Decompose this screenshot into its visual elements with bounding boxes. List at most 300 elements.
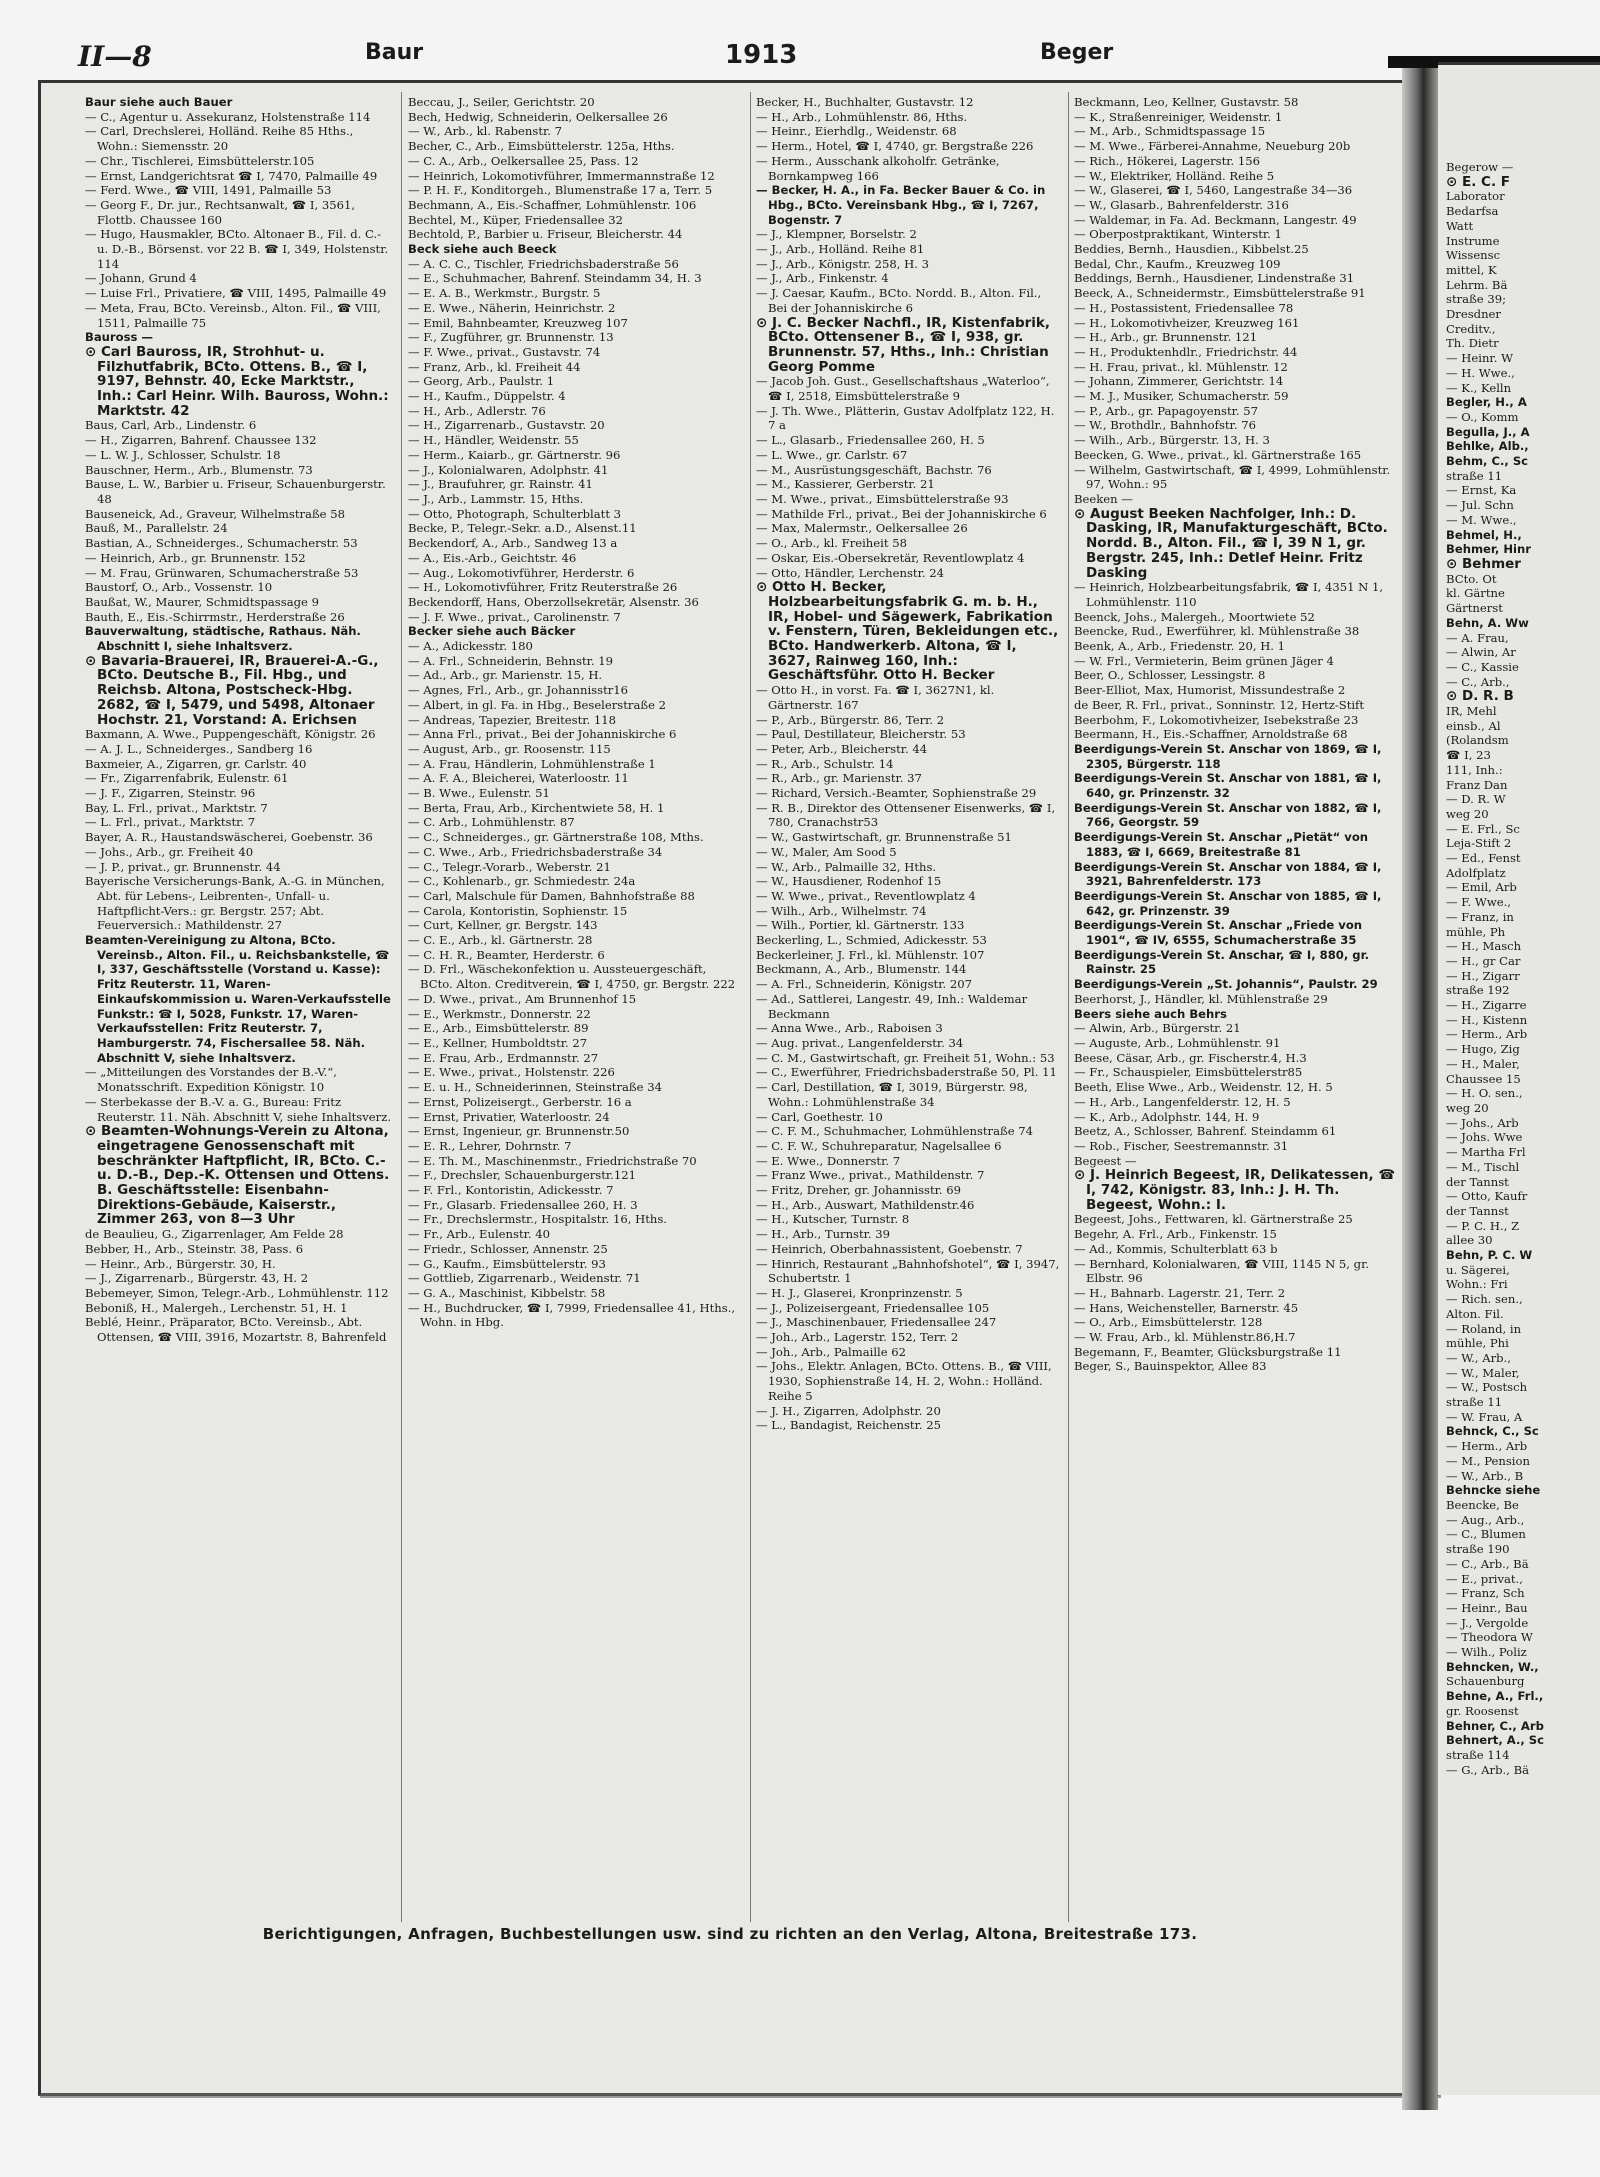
directory-entry: Bauth, E., Eis.-Schirrmstr., Herderstraße 26	[85, 609, 345, 624]
directory-entry: — H., Händler, Weidenstr. 55	[408, 433, 579, 448]
directory-entry: — W. Frl., Vermieterin, Beim grünen Jäger 4	[1074, 653, 1334, 668]
directory-entry: — W. Wwe., privat., Reventlowplatz 4	[756, 888, 976, 903]
directory-entry: ⊙ Carl Bauross, IR, Strohhut- u. Filzhutfabrik, BCto. Ottens. B., ☎ I, 9197, Behnstr. 40, Ecke Marktstr., Inh.: Carl Heinr. Wilh. Bauross, Wohn.: Marktstr. 42	[85, 343, 389, 419]
directory-entry: — H., Arb., Langenfelderstr. 12, H. 5	[1074, 1094, 1291, 1109]
directory-entry: — W., Elektriker, Holländ. Reihe 5	[1074, 168, 1275, 183]
directory-entry: Baxmeier, A., Zigarren, gr. Carlstr. 40	[85, 756, 307, 771]
directory-entry: Begeest, Johs., Fettwaren, kl. Gärtnerstraße 25	[1074, 1212, 1353, 1227]
directory-entry: weg 20	[1446, 1101, 1489, 1115]
directory-entry: Bauross —	[85, 330, 154, 345]
directory-entry: — Heinr. W	[1446, 351, 1513, 366]
directory-entry: — Carl, Malschule für Damen, Bahnhofstraße 88	[408, 888, 695, 903]
directory-entry: ⊙ J. Heinrich Begeest, IR, Delikatessen, ☎ I, 742, Königstr. 83, Inh.: J. H. Th. Begeest, Wohn.: I.	[1074, 1167, 1396, 1213]
directory-entry: — Emil, Bahnbeamter, Kreuzweg 107	[408, 315, 628, 330]
directory-entry: — J., Zigarrenarb., Bürgerstr. 43, H. 2	[85, 1271, 309, 1286]
directory-entry: mittel, K	[1446, 262, 1497, 277]
directory-entry: — H., Lokomotivheizer, Kreuzweg 161	[1074, 315, 1300, 330]
directory-entry: — „Mitteilungen des Vorstandes der B.-V.“, Monatsschrift. Expedition Königstr. 10	[85, 1065, 337, 1095]
directory-entry: Instrume	[1446, 233, 1500, 248]
directory-entry: — P. H. F., Konditorgeh., Blumenstraße 17 a, Terr. 5	[408, 183, 713, 198]
directory-entry: — W., Brothdlr., Bahnhofstr. 76	[1074, 418, 1256, 433]
directory-entry: — Heinrich, Holzbearbeitungsfabrik, ☎ I, 4351 N 1, Lohmühlenstr. 110	[1074, 580, 1384, 609]
directory-entry: Becker, H., Buchhalter, Gustavstr. 12	[756, 95, 974, 109]
directory-entry: Adolfplatz	[1446, 865, 1506, 880]
directory-entry: Behncken, W.,	[1446, 1659, 1539, 1674]
directory-entry: de Beer, R. Frl., privat., Sonninstr. 12, Hertz-Stift	[1074, 697, 1365, 712]
directory-entry: — A., Eis.-Arb., Geichtstr. 46	[408, 550, 577, 565]
directory-entry: — J., Kolonialwaren, Adolphstr. 41	[408, 462, 609, 477]
directory-entry: Bay, L. Frl., privat., Marktstr. 7	[85, 800, 268, 815]
directory-entry: Beeken —	[1074, 491, 1133, 506]
directory-entry: — J. F. Wwe., privat., Carolinenstr. 7	[408, 609, 621, 624]
directory-entry: — Chr., Tischlerei, Eimsbüttelerstr.105	[85, 153, 315, 168]
directory-entry: Beenk, A., Arb., Friedenstr. 20, H. 1	[1074, 639, 1286, 654]
directory-entry: — Mathilde Frl., privat., Bei der Johanniskirche 6	[756, 506, 1047, 521]
directory-entry: straße 39;	[1446, 292, 1507, 307]
directory-entry: — W., Glasarb., Bahrenfelderstr. 316	[1074, 197, 1289, 212]
directory-entry: Beerdigungs-Verein „St. Johannis“, Paulstr. 29	[1074, 977, 1378, 992]
directory-entry: — L., Bandagist, Reichenstr. 25	[756, 1418, 941, 1433]
directory-entry: Behner, C., Arb	[1446, 1718, 1544, 1733]
directory-entry: — Agnes, Frl., Arb., gr. Johannisstr16	[408, 683, 629, 698]
directory-entry: straße 11	[1446, 468, 1503, 483]
directory-entry: — Hinrich, Restaurant „Bahnhofshotel“, ☎ I, 3947, Schubertstr. 1	[756, 1256, 1060, 1286]
directory-entry: — Gottlieb, Zigarrenarb., Weidenstr. 71	[408, 1271, 641, 1286]
directory-entry: — C., Telegr.-Vorarb., Weberstr. 21	[408, 859, 611, 874]
directory-entry: — H., Produktenhdlr., Friedrichstr. 44	[1074, 344, 1298, 359]
directory-entry: — J., Vergolde	[1446, 1615, 1529, 1630]
directory-entry: Beermann, H., Eis.-Schaffner, Arnoldstraße 68	[1074, 727, 1348, 742]
directory-entry: Beerdigungs-Verein St. Anschar von 1869, ☎ I, 2305, Bürgerstr. 118	[1074, 741, 1382, 771]
directory-entry: — J., Arb., Finkenstr. 4	[756, 271, 889, 286]
directory-entry: — Carl, Goethestr. 10	[756, 1109, 883, 1124]
directory-entry: — M. Wwe., Färberei-Annahme, Neueburg 20b	[1074, 139, 1351, 154]
directory-entry: — L. Frl., privat., Marktstr. 7	[85, 815, 256, 830]
directory-entry: — Fr., Arb., Eulenstr. 40	[408, 1227, 551, 1242]
directory-entry: — E. R., Lehrer, Dohrnstr. 7	[408, 1138, 572, 1153]
directory-entry: — J. Caesar, Kaufm., BCto. Nordd. B., Alton. Fil., Bei der Johanniskirche 6	[756, 286, 1042, 315]
directory-entry: Beencke, Rud., Ewerführer, kl. Mühlenstraße 38	[1074, 624, 1360, 639]
directory-entry: ⊙ J. C. Becker Nachfl., IR, Kistenfabrik, BCto. Ottensener B., ☎ I, 938, gr. Brunnenstr. 57, Hths., Inh.: Christian Georg Pomme	[756, 314, 1051, 375]
directory-entry: — C., Blumen	[1446, 1527, 1526, 1542]
directory-entry: Behnck, C., Sc	[1446, 1424, 1539, 1439]
directory-entry: — Waldemar, in Fa. Ad. Beckmann, Langestr. 49	[1074, 212, 1357, 227]
directory-entry: — Peter, Arb., Bleicherstr. 44	[756, 741, 928, 756]
directory-entry: — Johs., Elektr. Anlagen, BCto. Ottens. B., ☎ VIII, 1930, Sophienstraße 14, H. 2, Wohn.: Holländ. Reihe 5	[756, 1359, 1052, 1403]
directory-entry: Bause, L. W., Barbier u. Friseur, Schauenburgerstr. 48	[85, 477, 386, 506]
directory-entry: — Joh., Arb., Lagerstr. 152, Terr. 2	[756, 1330, 959, 1345]
directory-entry: — O., Arb., kl. Freiheit 58	[756, 536, 907, 551]
directory-entry: — P., Arb., Bürgerstr. 86, Terr. 2	[756, 712, 945, 727]
directory-entry: — E. Th. M., Maschinenmstr., Friedrichstraße 70	[408, 1153, 697, 1168]
directory-entry: Behmer, Hinr	[1446, 542, 1531, 557]
directory-entry: straße 192	[1446, 983, 1510, 998]
directory-entry: — Johs. Wwe	[1446, 1130, 1523, 1145]
directory-entry: Bebemeyer, Simon, Telegr.-Arb., Lohmühlenstr. 112	[85, 1285, 389, 1300]
directory-entry: — E., Schuhmacher, Bahrenf. Steindamm 34, H. 3	[408, 271, 702, 286]
directory-entry: ⊙ August Beeken Nachfolger, Inh.: D. Dasking, IR, Manufakturgeschäft, BCto. Nordd. B., Alton. Fil., ☎ I, 39 N 1, gr. Bergstr. 245, Inh.: Detlef Heinr. Fritz Dasking	[1074, 505, 1388, 581]
directory-entry: Bechtold, P., Barbier u. Friseur, Bleicherstr. 44	[408, 227, 683, 242]
directory-entry: — C. Arb., Lohmühlenstr. 87	[408, 815, 575, 830]
directory-entry: Begulla, J., A	[1446, 424, 1530, 439]
directory-entry: — August, Arb., gr. Roosenstr. 115	[408, 741, 611, 756]
directory-entry: de Beaulieu, G., Zigarrenlager, Am Felde 28	[85, 1227, 344, 1242]
directory-entry: — H. J., Glaserei, Kronprinzenstr. 5	[756, 1285, 963, 1300]
directory-entry: Baxmann, A. Wwe., Puppengeschäft, Königstr. 26	[85, 727, 376, 742]
directory-entry: — Johann, Zimmerer, Gerichtstr. 14	[1074, 374, 1284, 389]
directory-entry: — C. A., Arb., Oelkersallee 25, Pass. 12	[408, 153, 639, 168]
directory-entry: — W., Maler,	[1446, 1365, 1520, 1380]
directory-entry: einsb., Al	[1446, 718, 1501, 733]
directory-entry: — A., Adickesstr. 180	[408, 639, 533, 654]
directory-entry: — Johann, Grund 4	[85, 271, 197, 286]
directory-entry: ⊙ D. R. B	[1446, 688, 1514, 705]
directory-entry: allee 30	[1446, 1233, 1493, 1248]
directory-entry: Beerdigungs-Verein St. Anschar von 1882, ☎ I, 766, Georgstr. 59	[1074, 800, 1382, 830]
directory-entry: — Franz, in	[1446, 909, 1514, 924]
directory-column-2	[408, 95, 742, 1330]
directory-entry: Bedarfsa	[1446, 204, 1499, 219]
directory-entry: straße 11	[1446, 1395, 1503, 1410]
page-number: II—8	[78, 40, 152, 73]
directory-entry: — M. Frau, Grünwaren, Schumacherstraße 53	[85, 565, 359, 580]
directory-entry: Behn, A. Ww	[1446, 615, 1529, 630]
directory-entry: — W., Glaserei, ☎ I, 5460, Langestraße 34—36	[1074, 183, 1353, 198]
directory-entry: Beddies, Bernh., Hausdien., Kibbelst.25	[1074, 242, 1309, 257]
directory-entry: — Otto, Photograph, Schulterblatt 3	[408, 506, 622, 521]
directory-entry: — H., Lokomotivführer, Fritz Reuterstraße 26	[408, 580, 678, 595]
directory-entry: — W., Arb., Palmaille 32, Hths.	[756, 859, 937, 874]
directory-entry: Creditv.,	[1446, 321, 1496, 336]
directory-entry: Beccau, J., Seiler, Gerichtstr. 20	[408, 95, 595, 109]
directory-entry: (Rolandsm	[1446, 733, 1509, 748]
directory-entry: Beenck, Johs., Malergeh., Moortwiete 52	[1074, 609, 1315, 624]
directory-entry: — Meta, Frau, BCto. Vereinsb., Alton. Fil., ☎ VIII, 1511, Palmaille 75	[85, 300, 381, 330]
directory-entry: — Carola, Kontoristin, Sophienstr. 15	[408, 903, 628, 918]
directory-entry: — A. C. C., Tischler, Friedrichsbaderstraße 56	[408, 256, 679, 271]
directory-entry: — Wilh., Portier, kl. Gärtnerstr. 133	[756, 918, 965, 933]
directory-entry: Baußat, W., Maurer, Schmidtspassage 9	[85, 594, 319, 609]
directory-entry: — K., Kelln	[1446, 380, 1512, 395]
directory-entry: — H., Masch	[1446, 939, 1522, 954]
column-divider	[1068, 92, 1069, 1922]
directory-entry: — H., Zigarren, Bahrenf. Chaussee 132	[85, 433, 317, 448]
directory-entry: — Herm., Hotel, ☎ I, 4740, gr. Bergstraße 226	[756, 139, 1034, 154]
directory-entry: Beerhorst, J., Händler, kl. Mühlenstraße 29	[1074, 991, 1328, 1006]
directory-entry: — M. Wwe., privat., Eimsbüttelerstraße 93	[756, 491, 1009, 506]
directory-entry: — G., Arb., Bä	[1446, 1762, 1530, 1777]
directory-column-1	[85, 95, 393, 1345]
directory-entry: — O., Komm	[1446, 409, 1519, 424]
directory-entry: — H., Zigarre	[1446, 998, 1527, 1013]
directory-entry: — C. F. W., Schuhreparatur, Nagelsallee 6	[756, 1138, 1002, 1153]
directory-entry: der Tannst	[1446, 1174, 1509, 1189]
directory-entry: — Andreas, Tapezier, Breitestr. 118	[408, 712, 617, 727]
directory-entry: Bechmann, A., Eis.-Schaffner, Lohmühlenstr. 106	[408, 197, 697, 212]
directory-entry: Bauverwaltung, städtische, Rathaus. Näh. Abschnitt I, siehe Inhaltsverz.	[85, 624, 361, 654]
directory-entry: — Oskar, Eis.-Obersekretär, Reventlowplatz 4	[756, 550, 1025, 565]
directory-entry: — K., Arb., Adolphstr. 144, H. 9	[1074, 1109, 1260, 1124]
directory-entry: Franz Dan	[1446, 777, 1508, 792]
directory-entry: Behlke, Alb.,	[1446, 439, 1529, 454]
directory-entry: Lehrm. Bä	[1446, 277, 1508, 292]
directory-entry: Beers siehe auch Behrs	[1074, 1006, 1227, 1021]
directory-entry: Bauschner, Herm., Arb., Blumenstr. 73	[85, 462, 313, 477]
directory-entry: — C. M., Gastwirtschaft, gr. Freiheit 51, Wohn.: 53	[756, 1050, 1055, 1065]
directory-entry: — P. C. H., Z	[1446, 1218, 1520, 1233]
directory-entry: — D. Wwe., privat., Am Brunnenhof 15	[408, 991, 637, 1006]
directory-entry: Behmel, H.,	[1446, 527, 1522, 542]
directory-entry: Wissensc	[1446, 248, 1501, 263]
directory-entry: Behn, P. C. W	[1446, 1248, 1533, 1263]
page-header	[0, 40, 1600, 80]
directory-entry: — Franz, Sch	[1446, 1586, 1525, 1601]
directory-entry: Bayer, A. R., Haustandswäscherei, Goebenstr. 36	[85, 830, 373, 845]
directory-entry: Beger, S., Bauinspektor, Allee 83	[1074, 1359, 1267, 1374]
directory-entry: — F. Frl., Kontoristin, Adickesstr. 7	[408, 1183, 614, 1198]
directory-entry: — H., Zigarr	[1446, 968, 1520, 983]
header-left-keyword: Baur	[365, 40, 424, 65]
directory-entry: — A. F. A., Bleicherei, Waterloostr. 11	[408, 771, 629, 786]
directory-entry: — W., Arb., kl. Rabenstr. 7	[408, 124, 563, 139]
book-spine	[1402, 60, 1438, 2110]
directory-entry: — Anna Frl., privat., Bei der Johanniskirche 6	[408, 727, 677, 742]
directory-entry: — E. Frl., Sc	[1446, 821, 1520, 836]
facing-page-column	[1446, 160, 1600, 1777]
directory-entry: Beboniß, H., Malergeh., Lerchenstr. 51, H. 1	[85, 1300, 348, 1315]
directory-entry: Beerdigungs-Verein St. Anschar „Friede von 1901“, ☎ IV, 6555, Schumacherstraße 35	[1074, 918, 1363, 948]
directory-entry: — Becker, H. A., in Fa. Becker Bauer & Co. in Hbg., BCto. Vereinsbank Hbg., ☎ I, 7267, Bogenstr. 7	[756, 183, 1046, 227]
directory-entry: Beerdigungs-Verein St. Anschar, ☎ I, 880, gr. Rainstr. 25	[1074, 947, 1370, 977]
directory-entry: — Rob., Fischer, Seestremannstr. 31	[1074, 1138, 1289, 1153]
directory-entry: Beerdigungs-Verein St. Anschar „Pietät“ von 1883, ☎ I, 6669, Breitestraße 81	[1074, 830, 1369, 859]
directory-entry: Bebber, H., Arb., Steinstr. 38, Pass. 6	[85, 1241, 304, 1256]
directory-entry: — C., Schneiderges., gr. Gärtnerstraße 108, Mths.	[408, 830, 704, 845]
directory-entry: — L. W. J., Schlosser, Schulstr. 18	[85, 447, 281, 462]
directory-entry: — R., Arb., Schulstr. 14	[756, 756, 894, 771]
directory-entry: — J., Braufuhrer, gr. Rainstr. 41	[408, 477, 593, 492]
directory-entry: Becher, C., Arb., Eimsbüttelerstr. 125a, Hths.	[408, 139, 675, 154]
directory-entry: — Jacob Joh. Gust., Gesellschaftshaus „Waterloo“, ☎ I, 2518, Eimsbüttelerstraße 9	[756, 374, 1050, 404]
directory-entry: Beer-Elliot, Max, Humorist, Missundestraße 2	[1074, 683, 1346, 698]
directory-entry: — W., Maler, Am Sood 5	[756, 844, 897, 859]
directory-entry: 111, Inh.:	[1446, 762, 1503, 777]
directory-entry: — Berta, Frau, Arb., Kirchentwiete 58, H. 1	[408, 800, 665, 815]
directory-entry: — Wilh., Poliz	[1446, 1645, 1527, 1660]
directory-entry: — Herm., Ausschank alkoholfr. Getränke, Bornkampweg 166	[756, 153, 1000, 183]
directory-entry: Watt	[1446, 218, 1474, 233]
directory-entry: — Fr., Schauspieler, Eimsbüttelerstr85	[1074, 1065, 1303, 1080]
directory-entry: Begler, H., A	[1446, 395, 1527, 410]
directory-entry: Laborator	[1446, 189, 1505, 204]
directory-entry: — B. Wwe., Eulenstr. 51	[408, 786, 550, 801]
directory-entry: — H., Bahnarb. Lagerstr. 21, Terr. 2	[1074, 1285, 1286, 1300]
directory-entry: — O., Arb., Eimsbüttelerstr. 128	[1074, 1315, 1263, 1330]
directory-entry: — E. A. B., Werkmstr., Burgstr. 5	[408, 286, 601, 301]
directory-entry: — H. Frau, privat., kl. Mühlenstr. 12	[1074, 359, 1288, 374]
directory-entry: Beese, Cäsar, Arb., gr. Fischerstr.4, H.3	[1074, 1050, 1307, 1065]
directory-entry: — Ad., Kommis, Schulterblatt 63 b	[1074, 1241, 1278, 1256]
directory-entry: — E., Arb., Eimsbüttelerstr. 89	[408, 1021, 589, 1036]
directory-entry: — Aug., Lokomotivführer, Herderstr. 6	[408, 565, 635, 580]
directory-entry: — R. B., Direktor des Ottensener Eisenwerks, ☎ I, 780, Cranachstr53	[756, 800, 1056, 830]
directory-entry: — L. Wwe., gr. Carlstr. 67	[756, 447, 908, 462]
directory-entry: — Sterbekasse der B.-V. a. G., Bureau: Fritz Reuterstr. 11. Näh. Abschnitt V, siehe Inhaltsverz.	[85, 1094, 392, 1124]
directory-entry: — Roland, in	[1446, 1321, 1522, 1336]
directory-entry: — H., Buchdrucker, ☎ I, 7999, Friedensallee 41, Hths., Wohn. in Hbg.	[408, 1300, 736, 1330]
directory-entry: Behne, A., Frl.,	[1446, 1689, 1544, 1704]
directory-entry: — Rich., Hökerei, Lagerstr. 156	[1074, 153, 1261, 168]
directory-entry: — Fr., Glasarb. Friedensallee 260, H. 3	[408, 1197, 638, 1212]
directory-entry: — E. Wwe., Donnerstr. 7	[756, 1153, 901, 1168]
directory-entry: — E. Frau, Arb., Erdmannstr. 27	[408, 1050, 599, 1065]
directory-entry: — H. O. sen.,	[1446, 1086, 1523, 1101]
directory-entry: — C. Wwe., Arb., Friedrichsbaderstraße 34	[408, 844, 663, 859]
directory-entry: — E., Werkmstr., Donnerstr. 22	[408, 1006, 591, 1021]
directory-entry: — A. Frau,	[1446, 630, 1509, 645]
directory-entry: — M., Kassierer, Gerberstr. 21	[756, 477, 935, 492]
directory-entry: — J., Arb., Königstr. 258, H. 3	[756, 256, 930, 271]
directory-entry: — Jul. Schn	[1446, 498, 1514, 513]
directory-entry: der Tannst	[1446, 1203, 1509, 1218]
directory-entry: — Martha Frl	[1446, 1145, 1526, 1160]
directory-entry: Behncke siehe	[1446, 1483, 1541, 1498]
directory-entry: IR, Mehl	[1446, 704, 1497, 719]
directory-entry: — Aug. privat., Langenfelderstr. 34	[756, 1036, 964, 1050]
directory-entry: — Ernst, Landgerichtsrat ☎ I, 7470, Palmaille 49	[85, 168, 378, 183]
directory-entry: ⊙ Beamten-Wohnungs-Verein zu Altona, eingetragene Genossenschaft mit beschränkter Haftpflicht, IR, BCto. C.- u. D.-B., Dep.-K. Ottensen und Ottens. B. Geschäftsstelle: Eisenbahn-Direktions-Gebäude, Kaiserstr., Zimmer 263, von 8—3 Uhr	[85, 1123, 390, 1228]
directory-entry: — H., Kutscher, Turnstr. 8	[756, 1212, 910, 1227]
directory-entry: ⊙ Bavaria-Brauerei, IR, Brauerei-A.-G., BCto. Deutsche B., Fil. Hbg., und Reichsb. Altona, Postscheck-Hbg. 2682, ☎ I, 5479, und 5498, Altonaer Hochstr. 21, Vorstand: A. Erichsen	[85, 652, 379, 728]
directory-entry: Bedal, Chr., Kaufm., Kreuzweg 109	[1074, 256, 1281, 271]
directory-entry: — M., Pension	[1446, 1453, 1530, 1468]
directory-entry: — Carl, Destillation, ☎ I, 3019, Bürgerstr. 98, Wohn.: Lohmühlenstraße 34	[756, 1080, 1028, 1109]
directory-entry: — Carl, Drechslerei, Holländ. Reihe 85 Hths., Wohn.: Siemensstr. 20	[85, 124, 354, 154]
directory-entry: — W. Frau, Arb., kl. Mühlenstr.86,H.7	[1074, 1330, 1296, 1345]
directory-entry: Beckmann, Leo, Kellner, Gustavstr. 58	[1074, 95, 1299, 109]
directory-entry: Beblé, Heinr., Präparator, BCto. Vereinsb., Abt. Ottensen, ☎ VIII, 3916, Mozartstr. 8, Bahrenfeld	[85, 1315, 387, 1345]
directory-entry: Wohn.: Fri	[1446, 1277, 1508, 1292]
directory-entry: Schauenburg	[1446, 1674, 1525, 1689]
directory-entry: — H., Arb., Auswart, Mathildenstr.46	[756, 1197, 975, 1212]
directory-entry: — H., Kaufm., Düppelstr. 4	[408, 389, 566, 404]
directory-entry: — M. Wwe.,	[1446, 512, 1517, 527]
directory-entry: — Paul, Destillateur, Bleicherstr. 53	[756, 727, 966, 742]
directory-entry: Bayerische Versicherungs-Bank, A.-G. in München, Abt. für Lebens-, Leibrenten-, Unfall- u. Haftpflicht-Vers.: gr. Bergstr. 257; Abt. Feuerversich.: Mathildenstr. 27	[85, 874, 385, 933]
directory-entry: ☎ I, 23	[1446, 748, 1491, 763]
directory-entry: Beerdigungs-Verein St. Anschar von 1884, ☎ I, 3921, Bahrenfelderstr. 173	[1074, 859, 1382, 889]
directory-entry: — P., Arb., gr. Papagoyenstr. 57	[1074, 403, 1259, 418]
directory-entry: — M., Arb., Schmidtspassage 15	[1074, 124, 1266, 139]
directory-entry: — R., Arb., gr. Marienstr. 37	[756, 771, 922, 786]
directory-entry: — H., Arb., gr. Brunnenstr. 121	[1074, 330, 1258, 345]
directory-entry: — Hugo, Zig	[1446, 1042, 1520, 1057]
directory-entry: — Fritz, Dreher, gr. Johannisstr. 69	[756, 1183, 962, 1198]
directory-entry: — E., privat.,	[1446, 1571, 1523, 1586]
directory-entry: Bastian, A., Schneiderges., Schumacherstr. 53	[85, 536, 358, 551]
directory-entry: ⊙ Otto H. Becker, Holzbearbeitungsfabrik G. m. b. H., IR, Hobel- und Sägewerk, Fabrikation v. Fenstern, Türen, Bekleidungen etc., BCto. Handwerkerb. Altona, ☎ I, 3627, Rainweg 160, Inh.: Geschäftsführ. Otto H. Becker	[756, 579, 1059, 684]
directory-entry: — G., Kaufm., Eimsbüttelerstr. 93	[408, 1256, 606, 1271]
directory-entry: Beer, O., Schlosser, Lessingstr. 8	[1074, 668, 1266, 683]
directory-entry: Beeck, A., Schneidermstr., Eimsbüttelerstraße 91	[1074, 286, 1366, 301]
directory-entry: — G. A., Maschinist, Kibbelstr. 58	[408, 1285, 606, 1300]
directory-entry: — Heinrich, Oberbahnassistent, Goebenstr. 7	[756, 1241, 1023, 1256]
directory-entry: — Emil, Arb	[1446, 880, 1517, 895]
directory-entry: Bech, Hedwig, Schneiderin, Oelkersallee 26	[408, 109, 668, 124]
directory-entry: ⊙ E. C. F	[1446, 173, 1511, 190]
directory-entry: Beeth, Elise Wwe., Arb., Weidenstr. 12, H. 5	[1074, 1080, 1333, 1095]
directory-column-3	[756, 95, 1062, 1433]
directory-entry: — Oberpostpraktikant, Winterstr. 1	[1074, 227, 1282, 242]
directory-entry: — H., Arb., Lohmühlenstr. 86, Hths.	[756, 109, 968, 124]
directory-entry: — Wilhelm, Gastwirtschaft, ☎ I, 4999, Lohmühlenstr. 97, Wohn.: 95	[1074, 462, 1391, 492]
directory-entry: — Georg, Arb., Paulstr. 1	[408, 374, 555, 389]
directory-entry: — Fr., Drechslermstr., Hospitalstr. 16, Hths.	[408, 1212, 667, 1227]
directory-entry: — J., Maschinenbauer, Friedensallee 247	[756, 1315, 997, 1330]
directory-entry: — Ferd. Wwe., ☎ VIII, 1491, Palmaille 53	[85, 183, 332, 198]
directory-entry: Behm, C., Sc	[1446, 454, 1529, 469]
directory-entry: — F., Zugführer, gr. Brunnenstr. 13	[408, 330, 614, 345]
directory-entry: — W., Postsch	[1446, 1380, 1528, 1395]
directory-entry: — C. H. R., Beamter, Herderstr. 6	[408, 947, 605, 962]
directory-entry: — Heinrich, Lokomotivführer, Immermannstraße 12	[408, 168, 715, 183]
directory-entry: Baus, Carl, Arb., Lindenstr. 6	[85, 418, 257, 433]
directory-entry: Beck siehe auch Beeck	[408, 242, 557, 257]
directory-entry: Baustorf, O., Arb., Vossenstr. 10	[85, 580, 273, 595]
directory-entry: — Franz, Arb., kl. Freiheit 44	[408, 359, 581, 374]
directory-entry: — Max, Malermstr., Oelkersallee 26	[756, 521, 968, 536]
directory-entry: — W., Arb., B	[1446, 1468, 1524, 1483]
directory-entry: Beckendorff, Hans, Oberzollsekretär, Alsenstr. 36	[408, 594, 699, 609]
directory-entry: Beerdigungs-Verein St. Anschar von 1881, ☎ I, 640, gr. Prinzenstr. 32	[1074, 771, 1382, 801]
directory-entry: — Richard, Versich.-Beamter, Sophienstraße 29	[756, 786, 1037, 801]
directory-entry: kl. Gärtne	[1446, 586, 1505, 601]
directory-entry: — F., Drechsler, Schauenburgerstr.121	[408, 1168, 636, 1183]
directory-entry: Begerow —	[1446, 160, 1514, 174]
directory-entry: — Herm., Arb	[1446, 1439, 1528, 1454]
directory-entry: — A. J. L., Schneiderges., Sandberg 16	[85, 741, 313, 756]
directory-entry: Baur siehe auch Bauer	[85, 95, 233, 109]
directory-entry: — C., Arb., Bä	[1446, 1556, 1529, 1571]
directory-entry: — Rich. sen.,	[1446, 1292, 1523, 1307]
directory-entry: Begeest —	[1074, 1153, 1137, 1168]
directory-entry: — C., Arb.,	[1446, 674, 1510, 689]
directory-entry: — Bernhard, Kolonialwaren, ☎ VIII, 1145 N 5, gr. Elbstr. 96	[1074, 1256, 1370, 1286]
directory-entry: — Joh., Arb., Palmaille 62	[756, 1344, 907, 1359]
directory-entry: Th. Dietr	[1446, 336, 1499, 351]
header-year: 1913	[725, 40, 798, 70]
directory-entry: straße 114	[1446, 1747, 1510, 1762]
facing-page	[1438, 62, 1600, 2095]
directory-entry: — Theodora W	[1446, 1630, 1533, 1645]
directory-entry: — Heinr., Arb., Bürgerstr. 30, H.	[85, 1256, 276, 1271]
directory-entry: Beencke, Be	[1446, 1497, 1519, 1512]
directory-entry: — J., Arb., Holländ. Reihe 81	[756, 242, 925, 257]
directory-entry: — M., Tischl	[1446, 1159, 1520, 1174]
directory-entry: — E. Wwe., Näherin, Heinrichstr. 2	[408, 300, 616, 315]
directory-entry: — E. u. H., Schneiderinnen, Steinstraße 34	[408, 1080, 662, 1095]
directory-entry: — D. R. W	[1446, 792, 1506, 807]
directory-entry: — Herm., Arb	[1446, 1027, 1528, 1042]
directory-entry: ⊙ Behmer	[1446, 555, 1521, 572]
directory-entry: — H., Postassistent, Friedensallee 78	[1074, 300, 1294, 315]
directory-entry: — Ernst, Polizeisergt., Gerberstr. 16 a	[408, 1094, 632, 1109]
directory-entry: — E. Wwe., privat., Holstenstr. 226	[408, 1065, 615, 1080]
directory-entry: Leja-Stift 2	[1446, 836, 1512, 851]
directory-entry: — W., Hausdiener, Rodenhof 15	[756, 874, 942, 889]
directory-entry: — J., Polizeisergeant, Friedensallee 105	[756, 1300, 990, 1315]
directory-entry: — Otto H., in vorst. Fa. ☎ I, 3627N1, kl. Gärtnerstr. 167	[756, 683, 995, 712]
